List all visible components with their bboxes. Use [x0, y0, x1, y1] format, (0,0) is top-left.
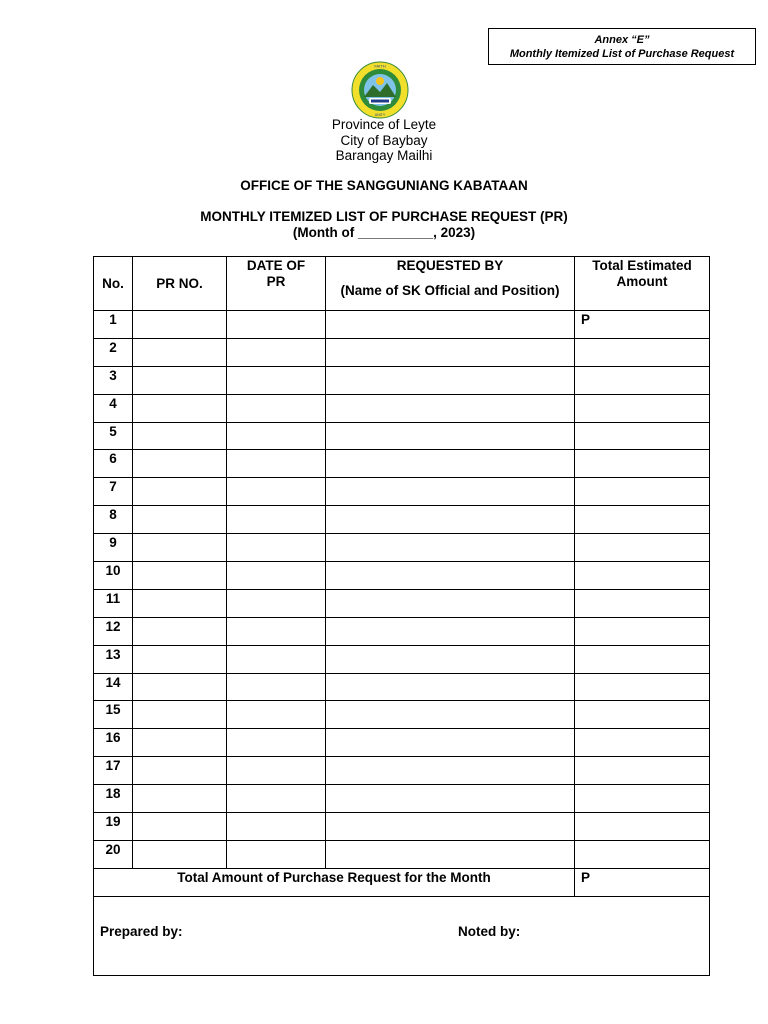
- date-cell[interactable]: [227, 840, 326, 868]
- pr-no-cell[interactable]: [133, 589, 227, 617]
- total-label: Total Amount of Purchase Request for the Month: [94, 868, 575, 896]
- date-cell[interactable]: [227, 311, 326, 339]
- amount-cell[interactable]: [575, 422, 710, 450]
- seal-text-bottom: UNITY: [374, 113, 386, 117]
- date-cell[interactable]: [227, 729, 326, 757]
- requested-by-cell[interactable]: [326, 840, 575, 868]
- table-row: [94, 450, 710, 478]
- amount-cell[interactable]: [575, 366, 710, 394]
- pr-no-cell[interactable]: [133, 673, 227, 701]
- header-no: [94, 257, 133, 311]
- prepared-by-label: Prepared by:: [100, 923, 183, 939]
- header-pr-no-label: PR NO.: [156, 276, 203, 291]
- row-number: 1: [94, 311, 133, 339]
- pr-no-cell[interactable]: [133, 450, 227, 478]
- amount-cell[interactable]: [575, 562, 710, 590]
- date-cell[interactable]: [227, 617, 326, 645]
- annex-box: [488, 28, 756, 65]
- requested-by-cell[interactable]: [326, 450, 575, 478]
- requested-by-cell[interactable]: [326, 673, 575, 701]
- header-requested-by: [326, 257, 575, 311]
- date-cell[interactable]: [227, 813, 326, 841]
- row-number: 2: [94, 338, 133, 366]
- header-no-label: No.: [102, 276, 124, 291]
- annex-label: Annex “E”: [594, 34, 650, 46]
- date-cell[interactable]: [227, 450, 326, 478]
- table-row: [94, 562, 710, 590]
- purchase-request-table: [93, 256, 710, 976]
- amount-cell[interactable]: [575, 338, 710, 366]
- table-row: [94, 729, 710, 757]
- date-cell[interactable]: [227, 562, 326, 590]
- amount-cell[interactable]: [575, 785, 710, 813]
- requested-by-cell[interactable]: [326, 729, 575, 757]
- amount-cell[interactable]: [575, 645, 710, 673]
- date-cell[interactable]: [227, 589, 326, 617]
- row-number: 17: [94, 757, 133, 785]
- barangay-seal-icon: [351, 61, 409, 119]
- amount-cell[interactable]: [575, 673, 710, 701]
- row-number: 15: [94, 701, 133, 729]
- table-row: [94, 534, 710, 562]
- date-cell[interactable]: [227, 673, 326, 701]
- table-row: [94, 673, 710, 701]
- amount-cell[interactable]: [575, 729, 710, 757]
- pr-no-cell[interactable]: [133, 422, 227, 450]
- table-row: [94, 338, 710, 366]
- barangay-text: Barangay Mailhi: [335, 148, 433, 163]
- date-cell[interactable]: [227, 338, 326, 366]
- date-cell[interactable]: [227, 478, 326, 506]
- requested-by-cell[interactable]: [326, 422, 575, 450]
- row-number: 8: [94, 506, 133, 534]
- pr-no-cell[interactable]: [133, 478, 227, 506]
- pr-no-cell[interactable]: [133, 562, 227, 590]
- header-total-line1: Total Estimated: [592, 258, 692, 273]
- amount-cell[interactable]: [575, 394, 710, 422]
- requested-by-cell[interactable]: [326, 562, 575, 590]
- amount-cell[interactable]: [575, 478, 710, 506]
- pr-no-cell[interactable]: [133, 645, 227, 673]
- document-title-line1: MONTHLY ITEMIZED LIST OF PURCHASE REQUEST (PR): [200, 209, 568, 224]
- table-row: [94, 701, 710, 729]
- pr-no-cell[interactable]: [133, 840, 227, 868]
- date-cell[interactable]: [227, 534, 326, 562]
- row-number: 13: [94, 645, 133, 673]
- row-number: 14: [94, 673, 133, 701]
- signature-block: [94, 896, 710, 975]
- pr-no-cell[interactable]: [133, 729, 227, 757]
- pr-no-cell[interactable]: [133, 701, 227, 729]
- requested-by-cell[interactable]: [326, 757, 575, 785]
- requested-by-cell[interactable]: [326, 589, 575, 617]
- requested-by-cell[interactable]: [326, 534, 575, 562]
- amount-cell[interactable]: [575, 450, 710, 478]
- pr-no-cell[interactable]: [133, 757, 227, 785]
- row-number: 11: [94, 589, 133, 617]
- requested-by-cell[interactable]: [326, 617, 575, 645]
- amount-cell[interactable]: [575, 701, 710, 729]
- requested-by-cell[interactable]: [326, 813, 575, 841]
- requested-by-cell[interactable]: [326, 366, 575, 394]
- row-number: 10: [94, 562, 133, 590]
- signature-row: [94, 896, 710, 975]
- table-row: [94, 394, 710, 422]
- table-row: [94, 589, 710, 617]
- row-number: 16: [94, 729, 133, 757]
- total-amount-cell[interactable]: P: [575, 868, 710, 896]
- table-row: [94, 645, 710, 673]
- requested-by-cell[interactable]: [326, 701, 575, 729]
- province-text: Province of Leyte: [331, 117, 437, 132]
- header-date-line1: DATE OF: [246, 258, 306, 273]
- row-number: 4: [94, 394, 133, 422]
- requested-by-cell[interactable]: [326, 311, 575, 339]
- date-cell[interactable]: [227, 506, 326, 534]
- header-requested-line2: (Name of SK Official and Position): [340, 283, 560, 298]
- pr-no-cell[interactable]: [133, 534, 227, 562]
- pr-no-cell[interactable]: [133, 366, 227, 394]
- location-block: [0, 117, 768, 164]
- row-number: 12: [94, 617, 133, 645]
- table-row: [94, 785, 710, 813]
- row-number: 3: [94, 366, 133, 394]
- table-row: [94, 506, 710, 534]
- row-number: 18: [94, 785, 133, 813]
- requested-by-cell[interactable]: [326, 506, 575, 534]
- date-cell[interactable]: [227, 757, 326, 785]
- pr-no-cell[interactable]: [133, 813, 227, 841]
- total-row: [94, 868, 710, 896]
- pr-no-cell[interactable]: [133, 338, 227, 366]
- table-row: [94, 366, 710, 394]
- row-number: 19: [94, 813, 133, 841]
- row-number: 7: [94, 478, 133, 506]
- table-row: [94, 840, 710, 868]
- header-total-line2: Amount: [616, 274, 668, 289]
- requested-by-cell[interactable]: [326, 394, 575, 422]
- noted-by-label: Noted by:: [458, 923, 521, 939]
- table-row: [94, 813, 710, 841]
- amount-cell[interactable]: [575, 757, 710, 785]
- city-text: City of Baybay: [340, 132, 428, 148]
- amount-cell[interactable]: [575, 617, 710, 645]
- amount-cell[interactable]: [575, 840, 710, 868]
- date-cell[interactable]: [227, 366, 326, 394]
- requested-by-cell[interactable]: [326, 478, 575, 506]
- table-header-row: [94, 257, 710, 311]
- amount-cell[interactable]: [575, 506, 710, 534]
- date-cell[interactable]: [227, 645, 326, 673]
- amount-cell[interactable]: [575, 589, 710, 617]
- header-requested-line1: REQUESTED BY: [396, 258, 504, 273]
- document-title: [0, 209, 768, 240]
- office-title: OFFICE OF THE SANGGUNIANG KABATAAN: [240, 178, 528, 193]
- header-pr-no: [133, 257, 227, 311]
- date-cell[interactable]: [227, 394, 326, 422]
- requested-by-cell[interactable]: [326, 785, 575, 813]
- amount-cell[interactable]: [575, 534, 710, 562]
- row-number: 6: [94, 450, 133, 478]
- requested-by-cell[interactable]: [326, 338, 575, 366]
- row-number: 9: [94, 534, 133, 562]
- seal-text-top: FAITH: [374, 63, 386, 69]
- row-number: 20: [94, 840, 133, 868]
- table-row: [94, 617, 710, 645]
- date-cell[interactable]: [227, 785, 326, 813]
- row-number: 5: [94, 422, 133, 450]
- date-cell[interactable]: [227, 701, 326, 729]
- date-cell[interactable]: [227, 422, 326, 450]
- header-total-amount: [575, 257, 710, 311]
- table-row: [94, 757, 710, 785]
- pr-no-cell[interactable]: [133, 311, 227, 339]
- document-title-month: (Month of __________, 2023): [292, 224, 476, 240]
- annex-subtitle: Monthly Itemized List of Purchase Request: [509, 48, 735, 60]
- table-row: [94, 478, 710, 506]
- header-date: [227, 257, 326, 311]
- table-row: [94, 311, 710, 339]
- pr-no-cell[interactable]: [133, 506, 227, 534]
- header-date-line2: PR: [266, 274, 286, 289]
- pr-no-cell[interactable]: [133, 394, 227, 422]
- amount-cell[interactable]: [575, 813, 710, 841]
- table-row: [94, 422, 710, 450]
- amount-cell[interactable]: P: [575, 311, 710, 339]
- requested-by-cell[interactable]: [326, 645, 575, 673]
- pr-no-cell[interactable]: [133, 617, 227, 645]
- pr-no-cell[interactable]: [133, 785, 227, 813]
